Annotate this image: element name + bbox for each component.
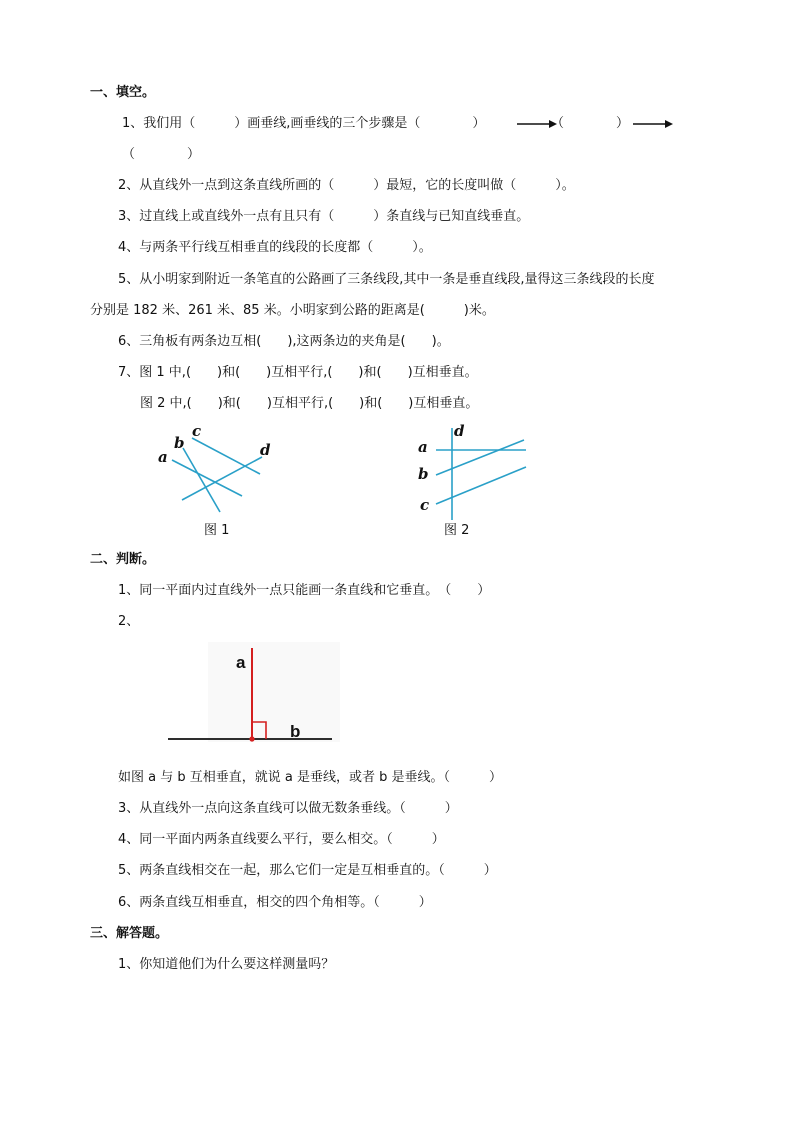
figure-2-label-d: d — [454, 422, 465, 440]
intersection-point — [249, 736, 254, 741]
figure-1-line-b — [183, 448, 220, 512]
question-2: 2、从直线外一点到这条直线所画的（ ）最短，它的长度叫做（ ）。 — [118, 178, 575, 193]
figure-1-caption: 图 1 — [204, 523, 230, 538]
figure-3-label-b: b — [290, 722, 301, 741]
figure-1-lines — [172, 438, 262, 512]
question-5-line-2: 分别是 182 米、261 米、85 米。小明家到公路的距离是( )米。 — [90, 303, 495, 318]
judgement-3: 3、从直线外一点向这条直线可以做无数条垂线。（ ） — [118, 801, 458, 816]
judgement-4: 4、同一平面内两条直线要么平行，要么相交。（ ） — [118, 832, 445, 847]
question-1-blank-mid: （ ） — [551, 116, 630, 131]
judgement-1: 1、同一平面内过直线外一点只能画一条直线和它垂直。 （ ） — [118, 583, 491, 598]
judgement-5: 5、两条直线相交在一起，那么它们一定是互相垂直的。（ ） — [118, 863, 497, 878]
figure-1-label-c: c — [192, 422, 202, 440]
figure-2-label-a: a — [418, 438, 428, 456]
figure-2 — [410, 420, 540, 540]
question-5-line-1: 5、从小明家到附近一条笔直的公路画了三条线段,其中一条是垂直线段,量得这三条线段的长度 — [118, 272, 655, 287]
question-4: 4、与两条平行线互相垂直的线段的长度都（ ）。 — [118, 240, 432, 255]
section-title-judgement: 二、判断。 — [90, 552, 156, 567]
question-1-line-2: （ ） — [122, 147, 201, 162]
question-7-line-2: 图 2 中,( )和( )互相平行,( )和( )互相垂直。 — [140, 396, 479, 411]
judgement-6: 6、两条直线互相垂直，相交的四个角相等。（ ） — [118, 895, 432, 910]
question-3: 3、过直线上或直线外一点有且只有（ ）条直线与已知直线垂直。 — [118, 209, 530, 224]
figure-1-line-c — [192, 438, 260, 474]
figure-1-label-d: d — [260, 441, 271, 459]
section-title-fill-in: 一、填空。 — [90, 85, 156, 100]
figure-1 — [150, 420, 280, 540]
judgement-2-number: 2、 — [118, 614, 140, 629]
figure-1-label-b: b — [174, 434, 185, 452]
figure-2-line-b — [436, 440, 524, 475]
figure-1-label-a: a — [158, 448, 168, 466]
figure-1-line-d — [182, 457, 262, 500]
section-title-answer: 三、解答题。 — [90, 926, 169, 941]
question-7-line-1: 7、图 1 中,( )和( )互相平行,( )和( )互相垂直。 — [118, 365, 478, 380]
figure-2-line-c — [436, 467, 526, 504]
judgement-2-statement: 如图 a 与 b 互相垂直，就说 a 是垂线，或者 b 是垂线。（ ） — [118, 770, 502, 785]
figure-3-label-a: a — [236, 653, 246, 672]
figure-2-label-c: c — [420, 496, 430, 514]
figure-2-label-b: b — [418, 465, 429, 483]
figure-3 — [160, 640, 350, 755]
arrow-right-icon — [633, 118, 673, 130]
answer-question-1: 1、你知道他们为什么要这样测量吗？ — [118, 957, 335, 972]
figure-2-caption: 图 2 — [444, 523, 470, 538]
question-1-line-1: 1、我们用（ ）画垂线,画垂线的三个步骤是（ ） — [122, 116, 486, 131]
figure-2-lines — [436, 428, 526, 520]
question-6: 6、三角板有两条边互相( ),这两条边的夹角是( )。 — [118, 334, 450, 349]
